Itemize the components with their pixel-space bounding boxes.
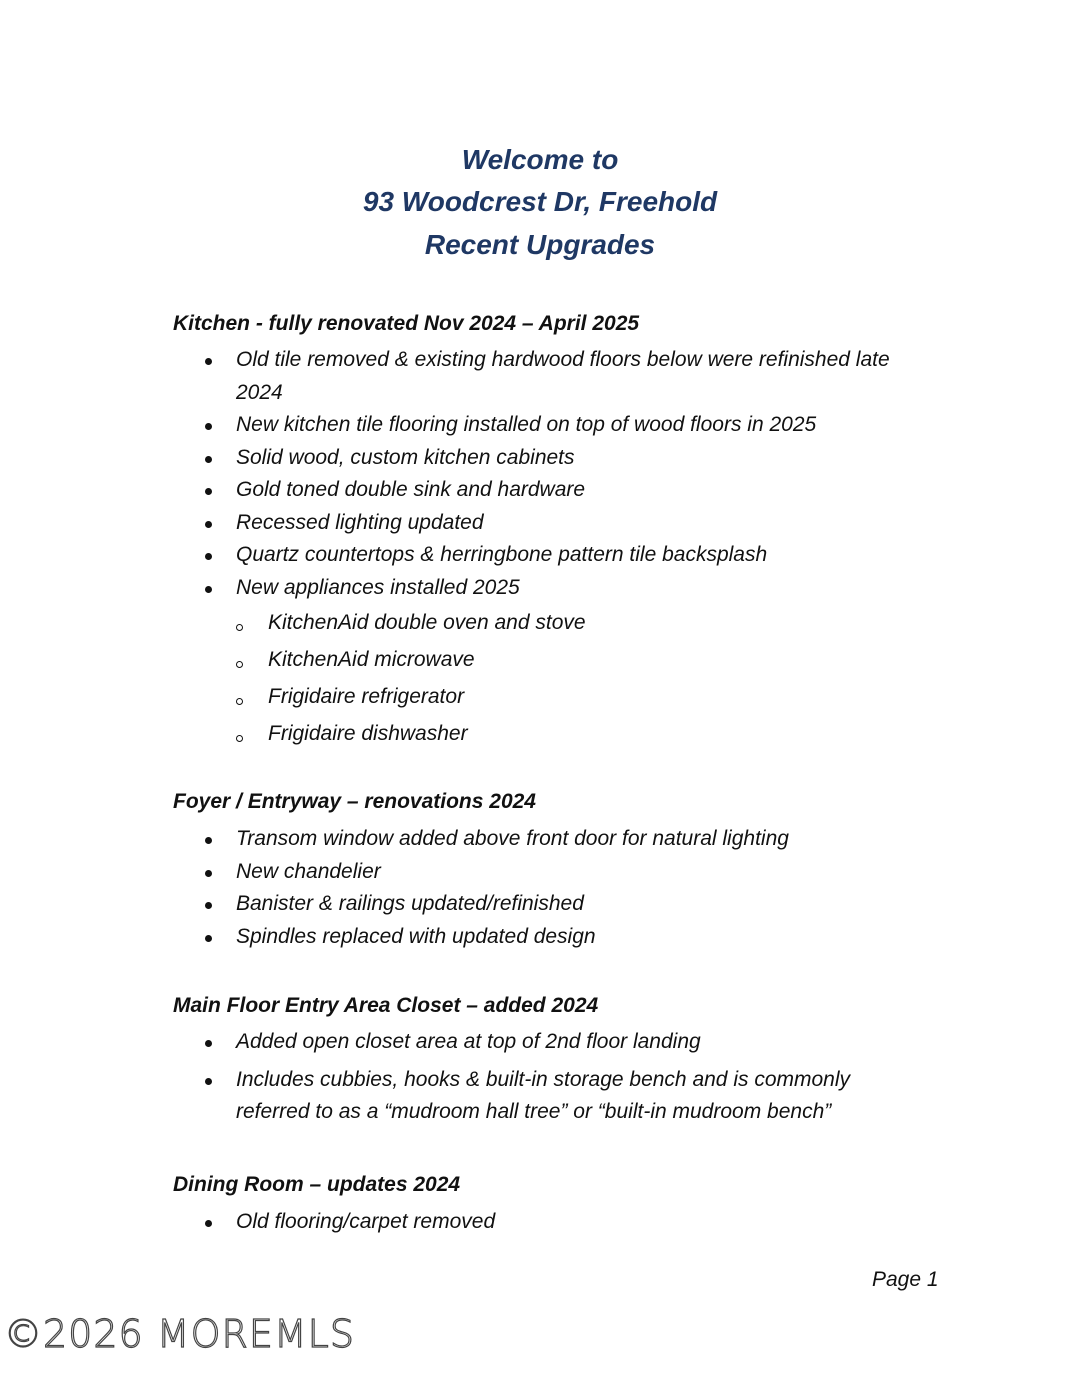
sub-list-item-text: Frigidaire dishwasher: [268, 722, 468, 745]
sub-list-item-text: KitchenAid double oven and stove: [268, 611, 586, 634]
bullet-icon: [205, 553, 212, 560]
sub-list-item: [0, 715, 908, 752]
title-line-1: Welcome to: [461, 144, 619, 175]
closet-list: [0, 1026, 916, 1129]
section-heading-kitchen: Kitchen - fully renovated Nov 2024 – April 2025: [173, 312, 640, 335]
bullet-icon: [205, 837, 212, 844]
list-item-text: Transom window added above front door for natural lighting: [236, 827, 789, 850]
kitchen-list: [0, 344, 916, 752]
list-item: [0, 409, 916, 442]
bullet-icon: [205, 1078, 212, 1085]
list-item: [0, 474, 916, 507]
list-item-text: New chandelier: [236, 859, 381, 883]
hollow-bullet-icon: [236, 624, 243, 631]
sub-list-item: [0, 678, 908, 715]
list-item: [0, 572, 916, 753]
foyer-list: [0, 823, 916, 953]
list-item: [0, 823, 916, 856]
section-heading-closet: Main Floor Entry Area Closet – added 2024: [173, 994, 599, 1017]
list-item-text: Old flooring/carpet removed: [236, 1210, 496, 1233]
hollow-bullet-icon: [236, 661, 243, 668]
list-item-text: Solid wood, custom kitchen cabinets: [236, 445, 575, 469]
list-item: [0, 921, 916, 954]
list-item: [0, 1064, 916, 1129]
list-item-text: Gold toned double sink and hardware: [236, 478, 586, 501]
list-item-text: Added open closet area at top of 2nd floor landing: [236, 1030, 701, 1053]
bullet-icon: [205, 935, 212, 942]
list-item-text: Old tile removed & existing hardwood floors below were refinished late 2024: [236, 348, 890, 404]
section-heading-dining: Dining Room – updates 2024: [173, 1173, 461, 1196]
appliance-sublist: [0, 604, 916, 752]
bullet-icon: [205, 423, 212, 430]
bullet-icon: [205, 870, 212, 877]
sub-list-item-text: KitchenAid microwave: [268, 648, 475, 671]
list-item: [0, 344, 916, 409]
list-item: [0, 539, 916, 572]
list-item-text: New kitchen tile flooring installed on top of wood floors in 2025: [236, 413, 817, 436]
section-heading-foyer: Foyer / Entryway – renovations 2024: [173, 790, 536, 813]
bullet-icon: [205, 902, 212, 909]
list-item-text: Quartz countertops & herringbone pattern tile backsplash: [236, 543, 768, 566]
bullet-icon: [205, 488, 212, 495]
bullet-icon: [205, 586, 212, 593]
page-number: Page 1: [872, 1268, 939, 1291]
sub-list-item: [0, 604, 908, 641]
bullet-icon: [205, 1220, 212, 1227]
hollow-bullet-icon: [236, 735, 243, 742]
list-item-text: Banister & railings updated/refinished: [236, 892, 584, 915]
title-line-2: 93 Woodcrest Dr, Freehold: [362, 186, 718, 217]
list-item-text: Spindles replaced with updated design: [236, 924, 596, 948]
copyright-watermark: ©2026 MOREMLS: [4, 1312, 355, 1356]
list-item-text: New appliances installed 2025: [236, 575, 520, 599]
list-item: [0, 507, 916, 540]
list-item: [0, 856, 916, 889]
bullet-icon: [205, 456, 212, 463]
sub-list-item-text: Frigidaire refrigerator: [268, 685, 465, 708]
bullet-icon: [205, 521, 212, 528]
sub-list-item: [0, 641, 908, 678]
list-item: [0, 888, 916, 921]
bullet-icon: [205, 1040, 212, 1047]
list-item: [0, 1026, 916, 1059]
bullet-icon: [205, 358, 212, 365]
list-item: [0, 442, 916, 475]
hollow-bullet-icon: [236, 698, 243, 705]
list-item-text: Recessed lighting updated: [236, 510, 484, 534]
dining-list: [0, 1206, 916, 1239]
list-item: [0, 1206, 916, 1239]
list-item-text: Includes cubbies, hooks & built-in storage bench and is commonly referred to as a “mudroom hall tree” or “built-in mudroom bench”: [236, 1067, 851, 1123]
title-line-3: Recent Upgrades: [424, 229, 656, 260]
